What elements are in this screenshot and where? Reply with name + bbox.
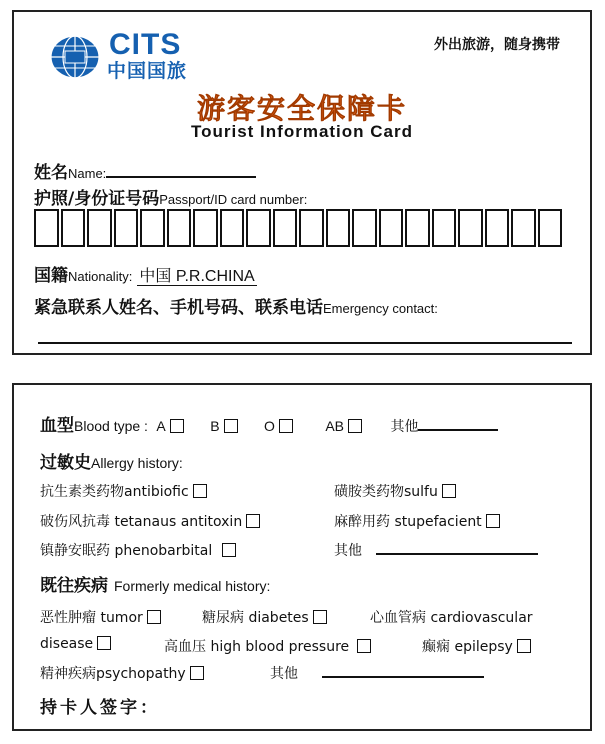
sulfu-item bbox=[334, 481, 456, 501]
sulfu-checkbox[interactable] bbox=[442, 484, 456, 498]
medical-other-item bbox=[270, 663, 484, 683]
blood-b-checkbox[interactable] bbox=[224, 419, 238, 433]
id-digit-box[interactable] bbox=[220, 209, 245, 247]
psychopathy-checkbox[interactable] bbox=[190, 666, 204, 680]
passport-row bbox=[34, 184, 307, 209]
blood-ab-checkbox[interactable] bbox=[348, 419, 362, 433]
blood-a-checkbox[interactable] bbox=[170, 419, 184, 433]
id-digit-box[interactable] bbox=[379, 209, 404, 247]
disease-label: disease bbox=[40, 636, 94, 652]
signature-row bbox=[40, 693, 160, 718]
diabetes-checkbox[interactable] bbox=[313, 610, 327, 624]
antibiotic-checkbox[interactable] bbox=[193, 484, 207, 498]
slogan: 外出旅游，随身携带 bbox=[434, 37, 560, 53]
epilepsy-item bbox=[422, 636, 531, 656]
globe-icon bbox=[49, 34, 101, 80]
antibiotic-item bbox=[40, 481, 207, 501]
emergency-row bbox=[34, 293, 438, 318]
medical-history-label-en: Formerly medical history: bbox=[114, 578, 271, 594]
id-digit-box[interactable] bbox=[114, 209, 139, 247]
blood-o-label: O bbox=[263, 418, 275, 434]
passport-label-en: Passport/ID card number: bbox=[159, 192, 308, 207]
allergy-other-field[interactable] bbox=[376, 553, 538, 555]
id-digit-box[interactable] bbox=[405, 209, 430, 247]
name-label-cn: 姓名 bbox=[34, 163, 68, 183]
antitoxin-label: 破伤风抗毒 tetanaus antitoxin bbox=[40, 514, 243, 530]
signature-label: 持卡人签字： bbox=[40, 698, 160, 718]
blood-other-label: 其他 bbox=[390, 419, 419, 435]
hbp-label: 高血压 high blood pressure bbox=[164, 639, 350, 655]
nationality-value[interactable]: 中国 P.R.CHINA bbox=[139, 268, 255, 285]
hbp-item bbox=[164, 636, 371, 656]
cardio-item bbox=[370, 607, 533, 627]
blood-type-row bbox=[40, 411, 498, 436]
blood-type-label-cn: 血型 bbox=[40, 416, 74, 436]
id-digit-box[interactable] bbox=[458, 209, 483, 247]
allergy-other-item bbox=[334, 540, 538, 560]
id-digit-box[interactable] bbox=[246, 209, 271, 247]
card-front bbox=[12, 10, 592, 355]
phenobarbital-item bbox=[40, 540, 236, 560]
passport-label-cn: 护照/身份证号码 bbox=[34, 189, 160, 209]
blood-o-checkbox[interactable] bbox=[279, 419, 293, 433]
nationality-row bbox=[34, 261, 257, 286]
id-digit-box[interactable] bbox=[352, 209, 377, 247]
epilepsy-checkbox[interactable] bbox=[517, 639, 531, 653]
tumor-item bbox=[40, 607, 161, 627]
medical-history-label-cn: 既往疾病 bbox=[40, 576, 108, 596]
card-title-cn: 游客安全保障卡 bbox=[196, 92, 407, 125]
name-label-en: Name: bbox=[68, 166, 107, 181]
stupefacient-item bbox=[334, 511, 500, 531]
id-digit-box[interactable] bbox=[538, 209, 563, 247]
blood-ab-label: AB bbox=[325, 418, 345, 434]
allergy-label-cn: 过敏史 bbox=[40, 453, 91, 473]
tumor-label: 恶性肿瘤 tumor bbox=[40, 610, 143, 626]
logo-text-en: CITS bbox=[109, 28, 182, 61]
psychopathy-item bbox=[40, 663, 204, 683]
sulfu-label: 磺胺类药物sulfu bbox=[334, 484, 438, 500]
allergy-other-label: 其他 bbox=[334, 543, 362, 559]
emergency-label-cn: 紧急联系人姓名、手机号码、联系电话 bbox=[34, 298, 323, 318]
phenobarbital-label: 镇静安眠药 phenobarbital bbox=[40, 543, 213, 559]
id-digit-box[interactable] bbox=[193, 209, 218, 247]
name-row bbox=[34, 158, 256, 183]
blood-a-label: A bbox=[156, 418, 166, 434]
blood-type-label-en: Blood type : bbox=[74, 418, 148, 434]
medical-history-row bbox=[40, 571, 270, 596]
allergy-row bbox=[40, 448, 183, 473]
stupefacient-label: 麻醉用药 stupefacient bbox=[334, 514, 482, 530]
cardio-label: 心血管病 cardiovascular bbox=[370, 610, 533, 626]
medical-other-field[interactable] bbox=[322, 676, 484, 678]
medical-other-label: 其他 bbox=[270, 666, 298, 682]
name-field[interactable] bbox=[106, 176, 256, 178]
epilepsy-label: 癫痫 epilepsy bbox=[422, 639, 513, 655]
diabetes-item bbox=[202, 607, 327, 627]
id-digit-box[interactable] bbox=[299, 209, 324, 247]
id-digit-box[interactable] bbox=[87, 209, 112, 247]
id-digit-box[interactable] bbox=[61, 209, 86, 247]
tumor-checkbox[interactable] bbox=[147, 610, 161, 624]
psychopathy-label: 精神疾病psychopathy bbox=[40, 666, 186, 682]
blood-b-label: B bbox=[210, 418, 220, 434]
id-digit-box[interactable] bbox=[34, 209, 59, 247]
id-digit-box[interactable] bbox=[140, 209, 165, 247]
card-title-en: Tourist Information Card bbox=[190, 122, 413, 141]
card-back bbox=[12, 383, 592, 731]
cardio-checkbox[interactable] bbox=[97, 636, 111, 650]
id-number-boxes[interactable] bbox=[34, 209, 564, 247]
blood-other-field[interactable] bbox=[418, 429, 498, 431]
antitoxin-item bbox=[40, 511, 260, 531]
logo-text-cn: 中国国旅 bbox=[107, 60, 188, 82]
id-digit-box[interactable] bbox=[326, 209, 351, 247]
stupefacient-checkbox[interactable] bbox=[486, 514, 500, 528]
id-digit-box[interactable] bbox=[167, 209, 192, 247]
allergy-label-en: Allergy history: bbox=[91, 455, 183, 471]
antibiotic-label: 抗生素类药物antibiofic bbox=[40, 484, 189, 500]
diabetes-label: 糖尿病 diabetes bbox=[202, 610, 309, 626]
phenobarbital-checkbox[interactable] bbox=[222, 543, 236, 557]
antitoxin-checkbox[interactable] bbox=[246, 514, 260, 528]
id-digit-box[interactable] bbox=[485, 209, 510, 247]
nationality-label-cn: 国籍 bbox=[34, 266, 68, 286]
nationality-label-en: Nationality: bbox=[68, 269, 133, 284]
cardio-disease-item bbox=[40, 636, 111, 652]
id-digit-box[interactable] bbox=[273, 209, 298, 247]
id-digit-box[interactable] bbox=[432, 209, 457, 247]
emergency-contact-field[interactable] bbox=[38, 342, 572, 344]
hbp-checkbox[interactable] bbox=[357, 639, 371, 653]
id-digit-box[interactable] bbox=[511, 209, 536, 247]
emergency-label-en: Emergency contact: bbox=[323, 301, 438, 316]
cits-logo bbox=[49, 30, 219, 88]
